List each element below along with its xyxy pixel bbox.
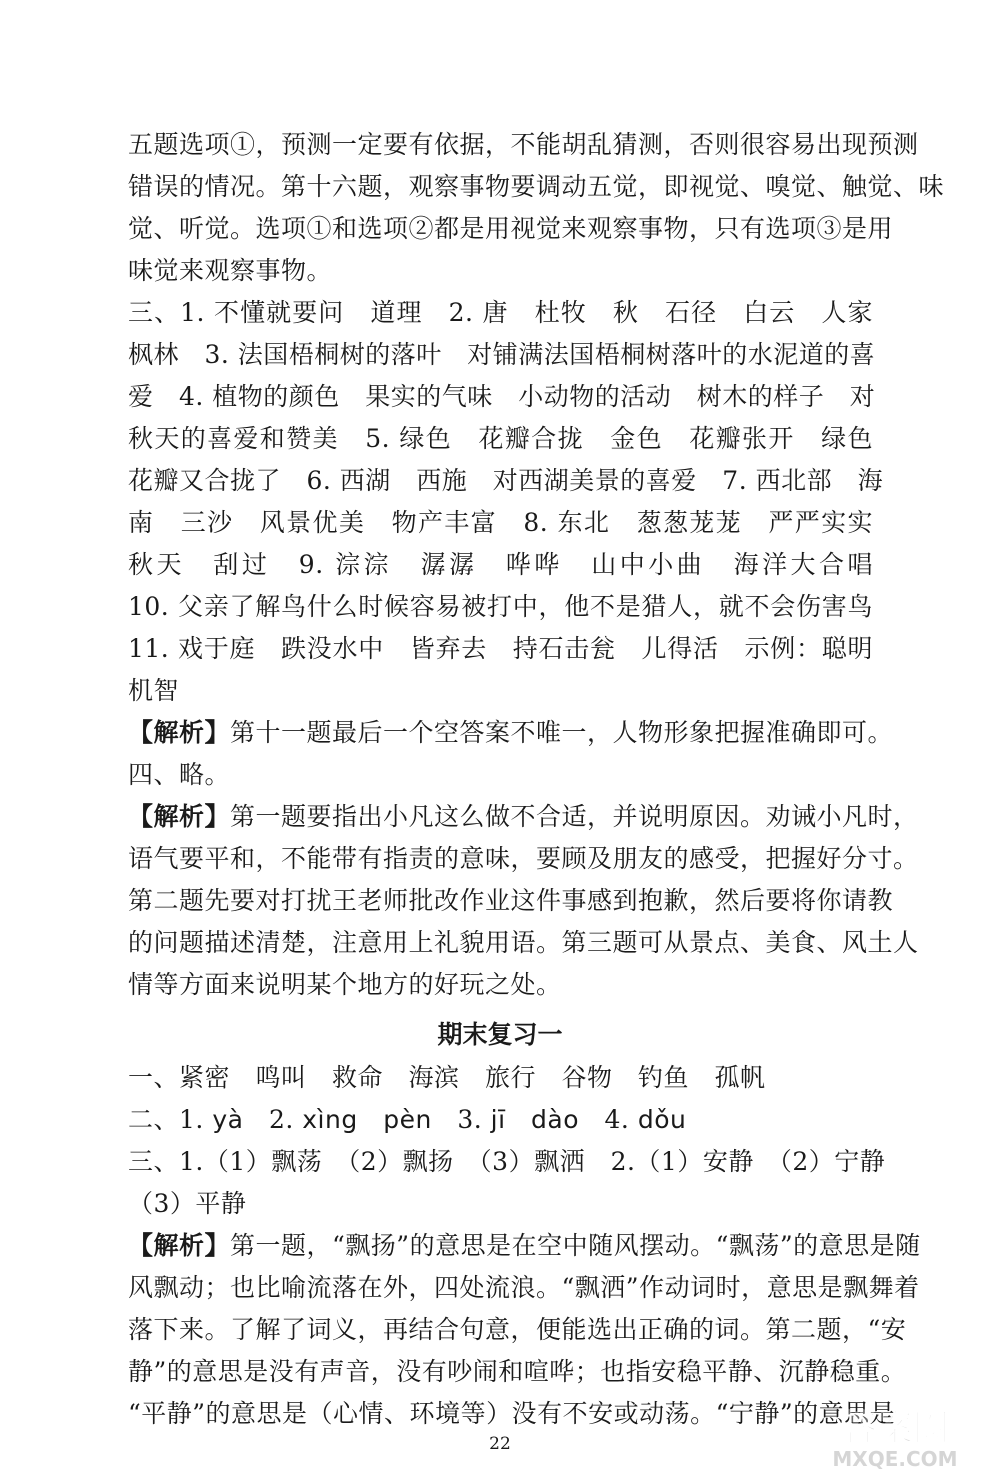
answer-line: 11. 戏于庭 跌没水中 皆弃去 持石击瓮 儿得活 示例：聪明 — [128, 634, 873, 663]
analysis-line: 第二题先要对打扰王老师批改作业这件事感到抱歉，然后要将你请教 — [128, 886, 894, 915]
analysis-line — [128, 713, 894, 753]
answer-line: 机智 — [128, 676, 180, 705]
text-line: 味觉来观察事物。 — [128, 256, 333, 285]
watermark-logo — [800, 1400, 990, 1472]
analysis-line — [128, 797, 919, 837]
review-line: 三、1.（1）飘荡 （2）飘扬 （3）飘洒 2.（1）安静 （2）宁静 — [128, 1147, 886, 1176]
analysis-line: 落下来。了解了词义，再结合句意，便能选出正确的词。第二题，“安 — [128, 1315, 907, 1344]
analysis-text: 第一题，“飘扬”的意思是在空中随风摆动。“飘荡”的意思是随 — [230, 1231, 921, 1260]
answer-line: 三、1. 不懂就要问 道理 2. 唐 杜牧 秋 石径 白云 人家 — [128, 298, 873, 327]
analysis-line — [128, 1226, 921, 1266]
analysis-text: 第十一题最后一个空答案不唯一，人物形象把握准确即可。 — [230, 718, 894, 747]
watermark-label: 答案圈 — [840, 1408, 950, 1449]
analysis-line: 静”的意思是没有声音，没有吵闹和喧哗；也指安稳平静、沉静稳重。 — [128, 1357, 907, 1386]
watermark-site: MXQE.COM — [832, 1447, 958, 1471]
review-line: （3）平静 — [128, 1189, 247, 1218]
analysis-line: 语气要平和，不能带有指责的意味，要顾及朋友的感受，把握好分寸。 — [128, 844, 919, 873]
answer-line: 南 三沙 风景优美 物产丰富 8. 东北 葱葱茏茏 严严实实 — [128, 508, 873, 537]
analysis-line: 情等方面来说明某个地方的好玩之处。 — [128, 970, 562, 999]
text-line: 五题选项①，预测一定要有依据，不能胡乱猜测，否则很容易出现预测 — [128, 130, 919, 159]
analysis-line: 的问题描述清楚，注意用上礼貌用语。第三题可从景点、美食、风土人 — [128, 928, 919, 957]
review-text: 二、1. — [128, 1105, 213, 1134]
pinyin-answer: xìng pèn — [302, 1105, 432, 1134]
analysis-text: 第一题要指出小凡这么做不合适，并说明原因。劝诫小凡时， — [230, 802, 919, 831]
analysis-tag: 【解析】 — [128, 718, 231, 747]
review-line — [128, 1100, 873, 1140]
section-four: 四、略。 — [128, 760, 231, 789]
answer-line: 爱 4. 植物的颜色 果实的气味 小动物的活动 树木的样子 对 — [128, 382, 876, 411]
text-line: 错误的情况。第十六题，观察事物要调动五觉，即视觉、嗅觉、触觉、味 — [128, 172, 945, 201]
answer-line: 花瓣又合拢了 6. 西湖 西施 对西湖美景的喜爱 7. 西北部 海 — [128, 466, 884, 495]
text-line: 觉、听觉。选项①和选项②都是用视觉来观察事物，只有选项③是用 — [128, 214, 894, 243]
review-text: 2. — [243, 1105, 303, 1134]
analysis-tag: 【解析】 — [128, 802, 231, 831]
review-line: 一、紧密 鸣叫 救命 海滨 旅行 谷物 钓鱼 孤帆 — [128, 1063, 766, 1092]
pinyin-answer: yà — [212, 1105, 244, 1134]
pinyin-answer: jī dào — [490, 1105, 580, 1134]
page-number: 22 — [489, 1434, 511, 1454]
answer-line: 秋天的喜爱和赞美 5. 绿色 花瓣合拢 金色 花瓣张开 绿色 — [128, 424, 873, 453]
review-text: 3. — [431, 1105, 491, 1134]
analysis-line: “平静”的意思是（心情、环境等）没有不安或动荡。“宁静”的意思是 — [128, 1399, 896, 1428]
answer-line: 10. 父亲了解鸟什么时候容易被打中，他不是猎人，就不会伤害鸟 — [128, 592, 873, 621]
analysis-line: 风飘动；也比喻流落在外，四处流浪。“飘洒”作动词时，意思是飘舞着 — [128, 1273, 920, 1302]
answer-line: 秋天 刮过 9. 淙淙 潺潺 哗哗 山中小曲 海洋大合唱 — [128, 550, 873, 579]
section-title: 期末复习一 — [437, 1020, 563, 1049]
analysis-tag: 【解析】 — [128, 1231, 231, 1260]
review-text: 4. — [579, 1105, 638, 1134]
pinyin-answer: dǒu — [637, 1105, 687, 1134]
answer-line: 枫林 3. 法国梧桐树的落叶 对铺满法国梧桐树落叶的水泥道的喜 — [128, 340, 876, 369]
